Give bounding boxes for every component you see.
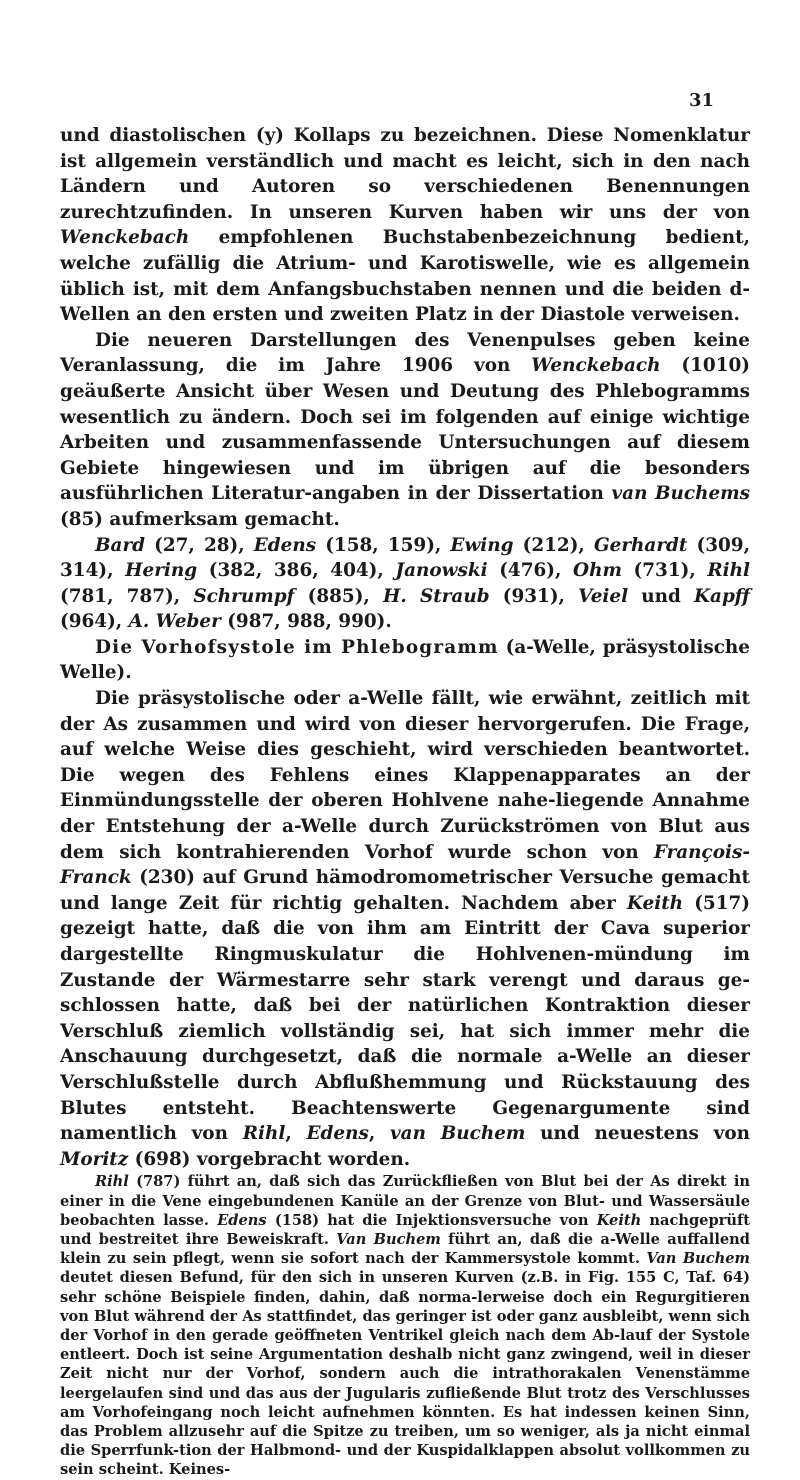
author-name: A. Weber: [128, 611, 221, 633]
author-name: Keith: [596, 1211, 642, 1229]
text-span: nachgeprüft und bestreitet ihre Beweiskraft.: [60, 1211, 750, 1248]
text-span: (698) vorgebracht worden.: [128, 1148, 411, 1170]
text-span: deutet diesen Befund, für den sich in unseren Kurven (z.B. in Fig. 155 C, Taf. 64) sehr schöne Beispiele finden, dahin, daß norma-lerweise doch ein Regurgitieren von Blut während der As stattfindet, das geringer ist oder ganz ausbleibt, wenn sich der Vorhof in den gerade geöffneten Ventrikel gleich nach dem Ab-lauf der Systole entleert. Doch ist seine Argumentation deshalb nicht ganz zwingend, weil in dieser Zeit nicht nur der Vorhof, sondern auch die intrathorakalen Venenstämme leergelaufen sind und das aus der Jugularis zufließende Blut trotz des Verschlusses am Vorhofeingang noch leicht aufnehmen könnten. Es hat indessen keinen Sinn, das Problem allzusehr auf die Spitze zu treiben, um so weniger, als ja nicht einmal die Sperrfunk-tion der Halbmond- und der Kuspidalklappen absolut vollkommen zu sein scheint. Keines-: [60, 1269, 750, 1479]
text-span: (a-Welle, präsystolische Welle).: [60, 636, 750, 684]
text-span: und: [628, 585, 695, 607]
author-name: Wenckebach: [531, 355, 661, 377]
author-name: van Buchem: [390, 1123, 526, 1145]
text-span: (885),: [294, 585, 384, 607]
main-text: [60, 123, 750, 1480]
author-name: Kapff: [694, 585, 751, 607]
paragraph-5: [60, 686, 750, 1172]
text-span: (27, 28),: [145, 534, 254, 556]
author-name: Ewing: [450, 534, 514, 556]
author-name: Janowski: [395, 560, 488, 582]
author-name: Edens: [306, 1123, 369, 1145]
author-name: Rihl: [242, 1123, 286, 1145]
text-span: Die neueren Darstellungen des Venenpulses geben keine Veranlassung, die im Jahre 1906 von: [60, 329, 750, 377]
text-span: (964),: [60, 611, 129, 633]
author-name: Rihl: [95, 1173, 129, 1191]
author-name: Wenckebach: [60, 227, 190, 249]
paragraph-1: [60, 123, 750, 328]
small-print-section: [60, 1172, 750, 1479]
text-span: ,: [285, 1123, 307, 1145]
text-span: (1010) geäußerte Ansicht über Wesen und Deutung des Phlebogramms wesentlich zu ändern. Doch sei im folgenden auf einige wichtige Arbeiten und zusammenfassende Untersuchungen auf diesem Gebiete hingewiesen und im übrigen auf die besonders ausführlichen Literatur-angaben in der Dissertation: [60, 355, 750, 505]
text-span: führt an, daß die a-Welle auffallend klein zu sein pflegt, wenn sie sofort nach der Kammersystole kommt.: [60, 1230, 750, 1268]
text-span: und diastolischen (y) Kollaps zu bezeichnen. Diese Nomenklatur ist allgemein verständlich und macht es leicht, sich in den nach Ländern und Autoren so verschiedenen Benennungen zurechtzufinden. In unseren Kurven haben wir uns der von: [60, 125, 750, 223]
text-span: ,: [368, 1123, 390, 1145]
author-name: Keith: [626, 892, 684, 914]
text-span: (517) gezeigt hatte, daß die von ihm am Eintritt der Cava superior dargestellte Ringmuskulatur die Hohlvenen-mündung im Zustande der Wärmestarre sehr stark verengt und daraus ge-schlossen hatte, daß bei der natürlichen Kontraktion dieser Verschluß ziemlich vollständig sei, hat sich immer mehr die Anschauung durchgesetzt, daß die normale a-Welle an dieser Verschlußstelle durch Abflußhemmung und Rückstauung des Blutes entsteht. Beachtenswerte Gegenargumente sind namentlich von: [60, 892, 750, 1145]
text-span: empfohlenen Buchstabenbezeichnung bedient, welche zufällig die Atrium- und Karotiswelle, wie es allgemein üblich ist, mit dem Anfangsbuchstaben nennen und die beiden d-Wellen an den ersten und zweiten Platz in der Diastole verweisen.: [60, 227, 750, 326]
section-heading: [60, 635, 750, 686]
text-span: (931),: [489, 585, 579, 607]
text-span: (230) auf Grund hämodromometrischer Versuche gemacht und lange Zeit für richtig gehalten. Nachdem aber: [60, 867, 750, 914]
text-span: (382, 386, 404),: [197, 560, 396, 582]
text-span: (476),: [487, 560, 574, 582]
section-heading-spaced: Die Vorhofsystole im Phlebogramm: [95, 636, 499, 658]
paragraph-2: [60, 328, 750, 533]
text-span: (212),: [513, 534, 594, 556]
text-span: Die präsystolische oder a-Welle fällt, wie erwähnt, zeitlich mit der As zusammen und wird von dieser hervorgerufen. Die Frage, auf welche Weise dies geschieht, wird verschieden beantwortet. Die wegen des Fehlens eines Klappenapparates an der Einmündungsstelle der oberen Hohlvene nahe-liegende Annahme der Entstehung der a-Welle durch Zurückströmen von Blut aus dem sich kontrahierenden Vorhof wurde schon von: [60, 688, 750, 863]
author-name: Veiel: [578, 585, 629, 607]
text-span: (158, 159),: [316, 534, 451, 556]
author-name: Edens: [217, 1211, 267, 1229]
text-span: (987, 988, 990).: [220, 611, 392, 633]
author-name: Gerhardt: [593, 534, 688, 556]
author-name: H. Straub: [383, 585, 490, 607]
author-name: Hering: [125, 560, 198, 582]
author-name: Schrumpf: [193, 585, 295, 607]
author-name: Bard: [95, 534, 146, 556]
author-name: Moritz: [60, 1148, 129, 1170]
author-name: Van Buchem: [646, 1250, 750, 1268]
text-span: (158) hat die Injektionsversuche von: [266, 1211, 597, 1229]
text-span: (731),: [621, 560, 708, 582]
author-name: Ohm: [573, 560, 622, 582]
text-span: (787) führt an, daß sich das Zurückfließen von Blut bei der As direkt in einer in die Vene eingebundenen Kanüle an der Grenze von Blut- und Wassersäule beobachten lasse.: [60, 1173, 750, 1229]
page-number: 31: [688, 90, 714, 111]
paragraph-3-references: [60, 533, 750, 635]
text-span: und neuestens von: [525, 1123, 750, 1145]
author-name: François-Franck: [60, 841, 750, 889]
text-span: (309, 314),: [60, 534, 750, 582]
text-span: (85) aufmerksam gemacht.: [60, 508, 340, 530]
author-name: Rihl: [707, 560, 751, 582]
author-name: van Buchems: [611, 483, 750, 505]
author-name: Van Buchem: [336, 1230, 441, 1248]
author-name: Edens: [253, 534, 317, 556]
paragraph-6-small: [60, 1172, 750, 1479]
text-span: (781, 787),: [60, 585, 194, 607]
